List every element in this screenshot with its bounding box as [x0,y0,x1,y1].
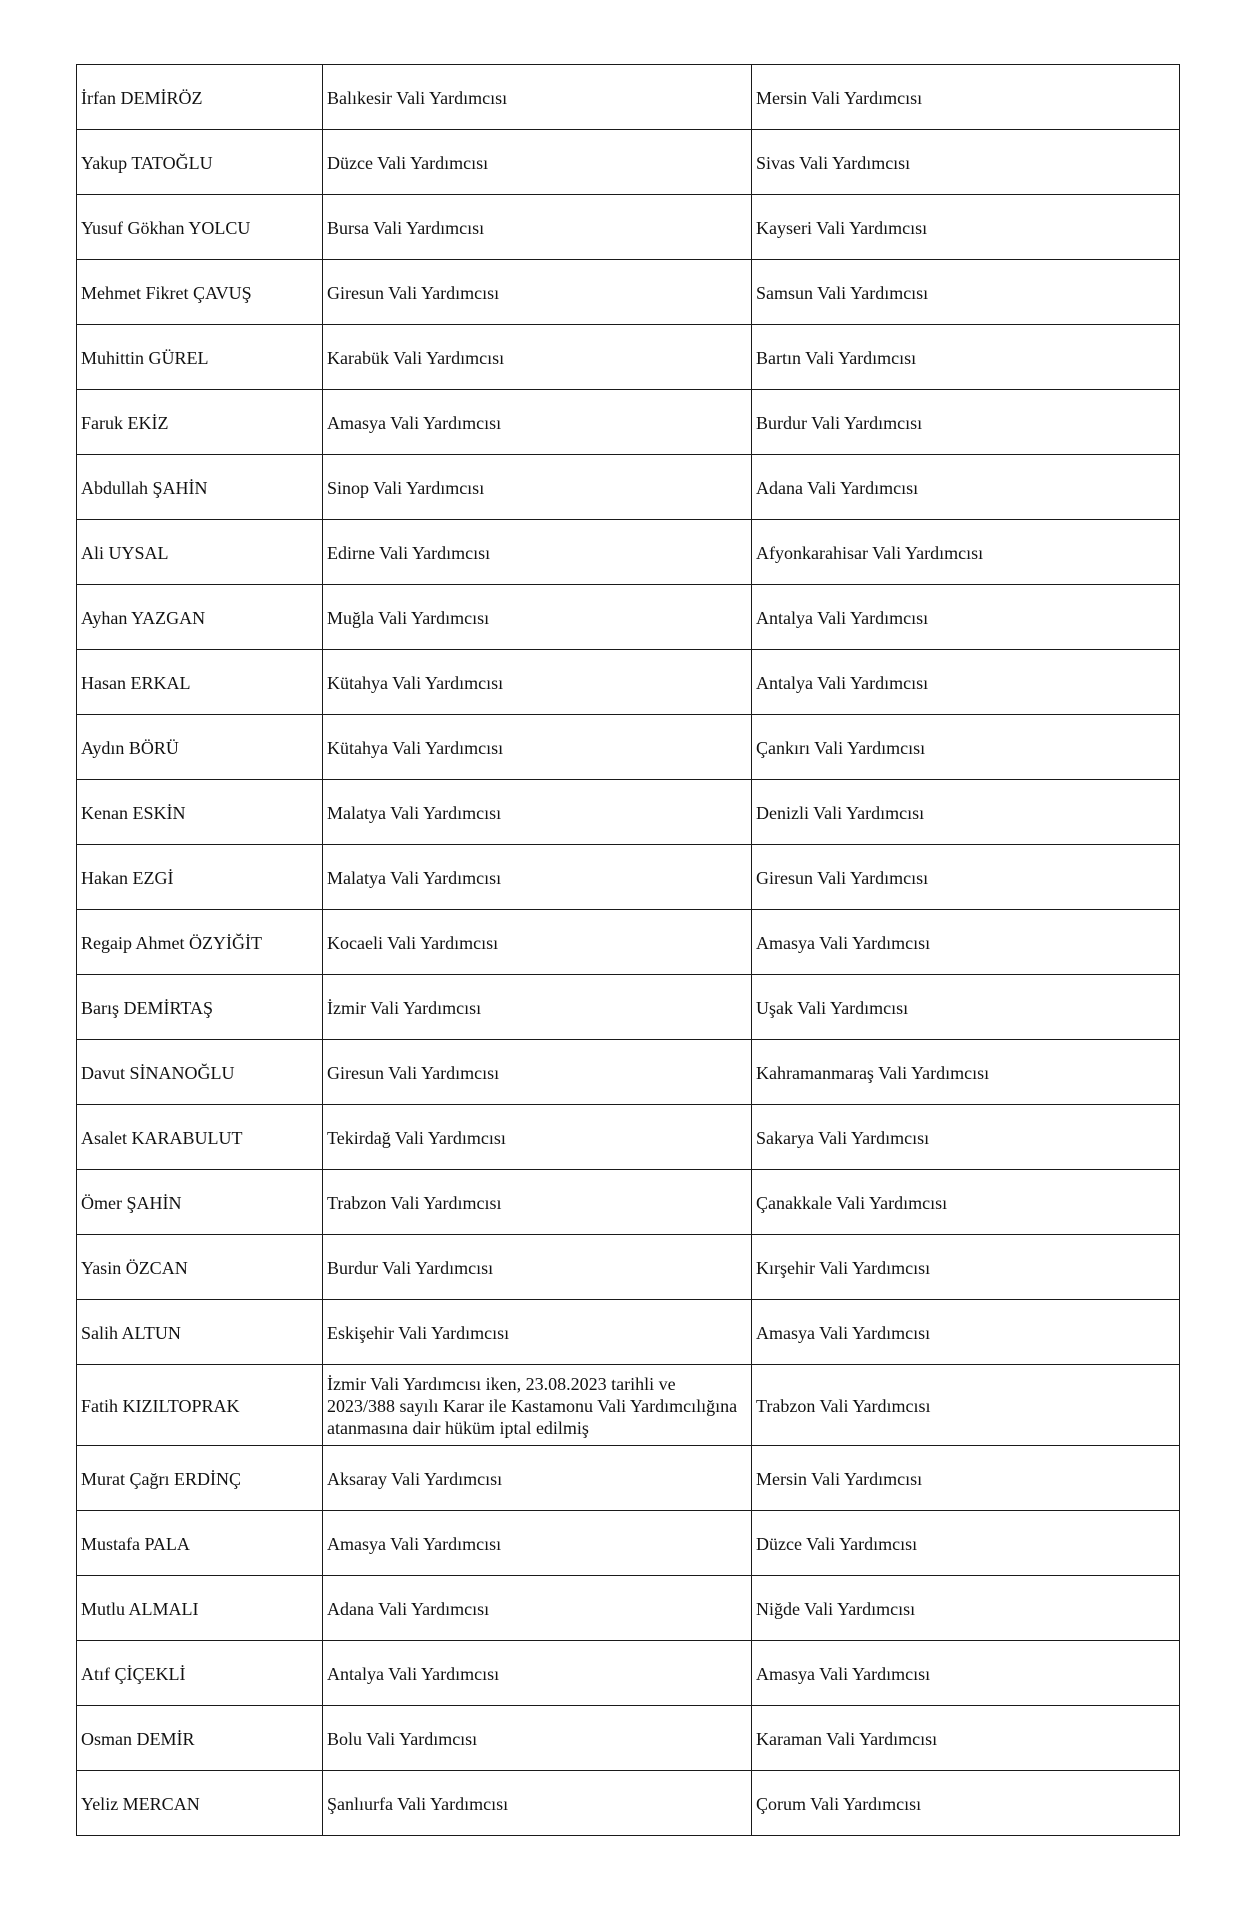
table-row [77,715,1180,780]
name-cell: Regaip Ahmet ÖZYİĞİT [77,910,323,975]
previous-post-cell: Kocaeli Vali Yardımcısı [323,910,752,975]
new-post-cell: Antalya Vali Yardımcısı [752,585,1180,650]
table-row [77,520,1180,585]
name-cell: İrfan DEMİRÖZ [77,65,323,130]
appointment-table [76,64,1180,1836]
table-row [77,455,1180,520]
previous-post-cell: Amasya Vali Yardımcısı [323,390,752,455]
name-cell: Davut SİNANOĞLU [77,1040,323,1105]
previous-post-cell: Malatya Vali Yardımcısı [323,780,752,845]
new-post-cell: Amasya Vali Yardımcısı [752,1300,1180,1365]
previous-post-cell: Şanlıurfa Vali Yardımcısı [323,1771,752,1836]
name-cell: Ömer ŞAHİN [77,1170,323,1235]
table-row [77,975,1180,1040]
previous-post-cell: İzmir Vali Yardımcısı [323,975,752,1040]
new-post-cell: Trabzon Vali Yardımcısı [752,1365,1180,1446]
new-post-cell: Mersin Vali Yardımcısı [752,65,1180,130]
previous-post-cell: İzmir Vali Yardımcısı iken, 23.08.2023 tarihli ve 2023/388 sayılı Karar ile Kastamonu Vali Yardımcılığına atanmasına dair hüküm iptal edilmiş [323,1365,752,1446]
table-row [77,1511,1180,1576]
new-post-cell: Amasya Vali Yardımcısı [752,1641,1180,1706]
new-post-cell: Uşak Vali Yardımcısı [752,975,1180,1040]
new-post-cell: Afyonkarahisar Vali Yardımcısı [752,520,1180,585]
table-row [77,1641,1180,1706]
new-post-cell: Mersin Vali Yardımcısı [752,1446,1180,1511]
name-cell: Hakan EZGİ [77,845,323,910]
new-post-cell: Karaman Vali Yardımcısı [752,1706,1180,1771]
previous-post-cell: Tekirdağ Vali Yardımcısı [323,1105,752,1170]
table-row [77,780,1180,845]
previous-post-cell: Sinop Vali Yardımcısı [323,455,752,520]
previous-post-cell: Bolu Vali Yardımcısı [323,1706,752,1771]
previous-post-cell: Balıkesir Vali Yardımcısı [323,65,752,130]
previous-post-cell: Giresun Vali Yardımcısı [323,1040,752,1105]
name-cell: Barış DEMİRTAŞ [77,975,323,1040]
previous-post-cell: Adana Vali Yardımcısı [323,1576,752,1641]
table-row [77,910,1180,975]
name-cell: Abdullah ŞAHİN [77,455,323,520]
previous-post-cell: Kütahya Vali Yardımcısı [323,715,752,780]
table-row [77,195,1180,260]
table-row [77,650,1180,715]
new-post-cell: Amasya Vali Yardımcısı [752,910,1180,975]
table-row [77,1576,1180,1641]
previous-post-cell: Bursa Vali Yardımcısı [323,195,752,260]
name-cell: Yakup TATOĞLU [77,130,323,195]
name-cell: Murat Çağrı ERDİNÇ [77,1446,323,1511]
table-row [77,260,1180,325]
previous-post-cell: Edirne Vali Yardımcısı [323,520,752,585]
name-cell: Hasan ERKAL [77,650,323,715]
new-post-cell: Niğde Vali Yardımcısı [752,1576,1180,1641]
new-post-cell: Samsun Vali Yardımcısı [752,260,1180,325]
table-row [77,325,1180,390]
previous-post-cell: Malatya Vali Yardımcısı [323,845,752,910]
new-post-cell: Kahramanmaraş Vali Yardımcısı [752,1040,1180,1105]
table-row [77,390,1180,455]
table-row [77,130,1180,195]
new-post-cell: Çorum Vali Yardımcısı [752,1771,1180,1836]
table-row [77,1365,1180,1446]
new-post-cell: Sivas Vali Yardımcısı [752,130,1180,195]
name-cell: Aydın BÖRÜ [77,715,323,780]
name-cell: Yasin ÖZCAN [77,1235,323,1300]
new-post-cell: Burdur Vali Yardımcısı [752,390,1180,455]
previous-post-cell: Düzce Vali Yardımcısı [323,130,752,195]
name-cell: Ali UYSAL [77,520,323,585]
new-post-cell: Giresun Vali Yardımcısı [752,845,1180,910]
name-cell: Yusuf Gökhan YOLCU [77,195,323,260]
name-cell: Mehmet Fikret ÇAVUŞ [77,260,323,325]
previous-post-cell: Aksaray Vali Yardımcısı [323,1446,752,1511]
table-row [77,1040,1180,1105]
new-post-cell: Kayseri Vali Yardımcısı [752,195,1180,260]
table-row [77,585,1180,650]
previous-post-cell: Antalya Vali Yardımcısı [323,1641,752,1706]
previous-post-cell: Kütahya Vali Yardımcısı [323,650,752,715]
previous-post-cell: Amasya Vali Yardımcısı [323,1511,752,1576]
new-post-cell: Denizli Vali Yardımcısı [752,780,1180,845]
name-cell: Atıf ÇİÇEKLİ [77,1641,323,1706]
table-row [77,1446,1180,1511]
new-post-cell: Çanakkale Vali Yardımcısı [752,1170,1180,1235]
previous-post-cell: Karabük Vali Yardımcısı [323,325,752,390]
previous-post-cell: Muğla Vali Yardımcısı [323,585,752,650]
table-row [77,1300,1180,1365]
name-cell: Kenan ESKİN [77,780,323,845]
table-row [77,65,1180,130]
previous-post-cell: Trabzon Vali Yardımcısı [323,1170,752,1235]
previous-post-cell: Burdur Vali Yardımcısı [323,1235,752,1300]
name-cell: Salih ALTUN [77,1300,323,1365]
name-cell: Yeliz MERCAN [77,1771,323,1836]
name-cell: Fatih KIZILTOPRAK [77,1365,323,1446]
table-row [77,1706,1180,1771]
table-row [77,1170,1180,1235]
new-post-cell: Çankırı Vali Yardımcısı [752,715,1180,780]
new-post-cell: Adana Vali Yardımcısı [752,455,1180,520]
new-post-cell: Sakarya Vali Yardımcısı [752,1105,1180,1170]
name-cell: Muhittin GÜREL [77,325,323,390]
table-row [77,1105,1180,1170]
table-row [77,1235,1180,1300]
new-post-cell: Kırşehir Vali Yardımcısı [752,1235,1180,1300]
new-post-cell: Antalya Vali Yardımcısı [752,650,1180,715]
name-cell: Faruk EKİZ [77,390,323,455]
table-row [77,1771,1180,1836]
table-row [77,845,1180,910]
name-cell: Osman DEMİR [77,1706,323,1771]
new-post-cell: Düzce Vali Yardımcısı [752,1511,1180,1576]
previous-post-cell: Eskişehir Vali Yardımcısı [323,1300,752,1365]
name-cell: Mustafa PALA [77,1511,323,1576]
name-cell: Asalet KARABULUT [77,1105,323,1170]
name-cell: Mutlu ALMALI [77,1576,323,1641]
previous-post-cell: Giresun Vali Yardımcısı [323,260,752,325]
table-body [77,65,1180,1836]
new-post-cell: Bartın Vali Yardımcısı [752,325,1180,390]
name-cell: Ayhan YAZGAN [77,585,323,650]
